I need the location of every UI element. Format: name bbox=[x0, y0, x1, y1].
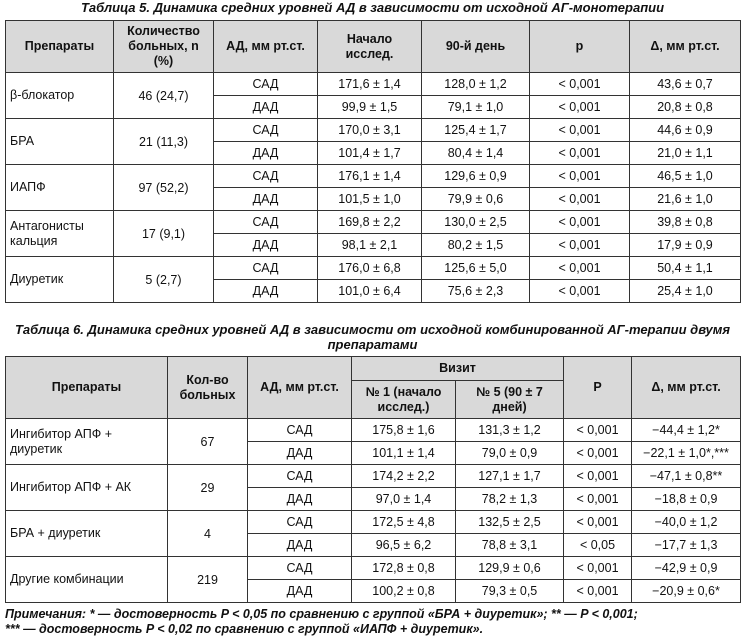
delta-value-cell: 46,5 ± 1,0 bbox=[630, 165, 741, 188]
table-row bbox=[6, 73, 741, 96]
visit5-value-cell: 78,8 ± 3,1 bbox=[456, 534, 564, 557]
table5-header-delta: Δ, мм рт.ст. bbox=[630, 21, 741, 73]
bp-type-cell: ДАД bbox=[214, 280, 318, 303]
delta-value-cell: 21,0 ± 1,1 bbox=[630, 142, 741, 165]
visit1-value-cell: 96,5 ± 6,2 bbox=[352, 534, 456, 557]
visit1-value-cell: 174,2 ± 2,2 bbox=[352, 465, 456, 488]
bp-type-cell: САД bbox=[248, 465, 352, 488]
p-value-cell: < 0,001 bbox=[530, 142, 630, 165]
table5-header-day90: 90-й день bbox=[422, 21, 530, 73]
drug-combo-cell: БРА + диуретик bbox=[6, 511, 168, 557]
table6-header-count: Кол-во больных bbox=[168, 357, 248, 419]
table-row bbox=[6, 419, 741, 442]
delta-value-cell: −44,4 ± 1,2* bbox=[632, 419, 741, 442]
patient-count-cell: 97 (52,2) bbox=[114, 165, 214, 211]
bp-type-cell: ДАД bbox=[248, 580, 352, 603]
start-value-cell: 176,1 ± 1,4 bbox=[318, 165, 422, 188]
bp-type-cell: ДАД bbox=[248, 442, 352, 465]
drug-name-cell: β-блокатор bbox=[6, 73, 114, 119]
day90-value-cell: 75,6 ± 2,3 bbox=[422, 280, 530, 303]
table6-header-p: P bbox=[564, 357, 632, 419]
visit1-value-cell: 172,8 ± 0,8 bbox=[352, 557, 456, 580]
table6 bbox=[5, 356, 741, 603]
table6-header-delta: Δ, мм рт.ст. bbox=[632, 357, 741, 419]
bp-type-cell: ДАД bbox=[214, 234, 318, 257]
day90-value-cell: 79,9 ± 0,6 bbox=[422, 188, 530, 211]
table5-header-p: p bbox=[530, 21, 630, 73]
patient-count-cell: 17 (9,1) bbox=[114, 211, 214, 257]
p-value-cell: < 0,001 bbox=[530, 280, 630, 303]
visit1-value-cell: 175,8 ± 1,6 bbox=[352, 419, 456, 442]
patient-count-cell: 219 bbox=[168, 557, 248, 603]
day90-value-cell: 79,1 ± 1,0 bbox=[422, 96, 530, 119]
drug-name-cell: Антагонисты кальция bbox=[6, 211, 114, 257]
day90-value-cell: 125,4 ± 1,7 bbox=[422, 119, 530, 142]
p-value-cell: < 0,001 bbox=[530, 73, 630, 96]
bp-type-cell: САД bbox=[214, 73, 318, 96]
visit5-value-cell: 127,1 ± 1,7 bbox=[456, 465, 564, 488]
p-value-cell: < 0,001 bbox=[564, 557, 632, 580]
table5-header-drug: Препараты bbox=[6, 21, 114, 73]
start-value-cell: 171,6 ± 1,4 bbox=[318, 73, 422, 96]
delta-value-cell: −47,1 ± 0,8** bbox=[632, 465, 741, 488]
notes bbox=[5, 607, 740, 637]
bp-type-cell: САД bbox=[214, 119, 318, 142]
day90-value-cell: 129,6 ± 0,9 bbox=[422, 165, 530, 188]
drug-name-cell: ИАПФ bbox=[6, 165, 114, 211]
delta-value-cell: −20,9 ± 0,6* bbox=[632, 580, 741, 603]
p-value-cell: < 0,001 bbox=[530, 188, 630, 211]
table6-header-row-1 bbox=[6, 357, 741, 381]
table5 bbox=[5, 20, 741, 303]
delta-value-cell: 20,8 ± 0,8 bbox=[630, 96, 741, 119]
start-value-cell: 98,1 ± 2,1 bbox=[318, 234, 422, 257]
p-value-cell: < 0,05 bbox=[564, 534, 632, 557]
bp-type-cell: САД bbox=[248, 557, 352, 580]
table5-header-start: Начало исслед. bbox=[318, 21, 422, 73]
bp-type-cell: ДАД bbox=[214, 142, 318, 165]
bp-type-cell: САД bbox=[214, 257, 318, 280]
bp-type-cell: САД bbox=[248, 419, 352, 442]
table6-header-drug: Препараты bbox=[6, 357, 168, 419]
delta-value-cell: 39,8 ± 0,8 bbox=[630, 211, 741, 234]
day90-value-cell: 128,0 ± 1,2 bbox=[422, 73, 530, 96]
p-value-cell: < 0,001 bbox=[530, 165, 630, 188]
p-value-cell: < 0,001 bbox=[564, 580, 632, 603]
delta-value-cell: 17,9 ± 0,9 bbox=[630, 234, 741, 257]
p-value-cell: < 0,001 bbox=[564, 488, 632, 511]
start-value-cell: 99,9 ± 1,5 bbox=[318, 96, 422, 119]
p-value-cell: < 0,001 bbox=[564, 442, 632, 465]
start-value-cell: 101,0 ± 6,4 bbox=[318, 280, 422, 303]
bp-type-cell: ДАД bbox=[248, 534, 352, 557]
delta-value-cell: −40,0 ± 1,2 bbox=[632, 511, 741, 534]
delta-value-cell: −18,8 ± 0,9 bbox=[632, 488, 741, 511]
day90-value-cell: 130,0 ± 2,5 bbox=[422, 211, 530, 234]
patient-count-cell: 46 (24,7) bbox=[114, 73, 214, 119]
start-value-cell: 170,0 ± 3,1 bbox=[318, 119, 422, 142]
note-line-2: *** — достоверность P < 0,02 по сравнению с группой «ИАПФ + диуретик». bbox=[5, 622, 484, 636]
note-line-1: Примечания: * — достоверность P < 0,05 по сравнению с группой «БРА + диуретик»; ** — P < 0,001; bbox=[5, 607, 638, 621]
table6-header-visit5: № 5 (90 ± 7 дней) bbox=[456, 381, 564, 419]
visit5-value-cell: 78,2 ± 1,3 bbox=[456, 488, 564, 511]
bp-type-cell: ДАД bbox=[214, 188, 318, 211]
visit5-value-cell: 79,3 ± 0,5 bbox=[456, 580, 564, 603]
delta-value-cell: 25,4 ± 1,0 bbox=[630, 280, 741, 303]
table5-header-row bbox=[6, 21, 741, 73]
bp-type-cell: САД bbox=[214, 165, 318, 188]
table-row bbox=[6, 119, 741, 142]
table6-header-ad: АД, мм рт.ст. bbox=[248, 357, 352, 419]
p-value-cell: < 0,001 bbox=[530, 211, 630, 234]
visit5-value-cell: 129,9 ± 0,6 bbox=[456, 557, 564, 580]
delta-value-cell: −42,9 ± 0,9 bbox=[632, 557, 741, 580]
table-row bbox=[6, 165, 741, 188]
visit1-value-cell: 172,5 ± 4,8 bbox=[352, 511, 456, 534]
start-value-cell: 169,8 ± 2,2 bbox=[318, 211, 422, 234]
table-row bbox=[6, 557, 741, 580]
table6-title: Таблица 6. Динамика средних уровней АД в зависимости от исходной комбинированной АГ-терапии двумя препаратами bbox=[14, 322, 731, 352]
drug-name-cell: Диуретик bbox=[6, 257, 114, 303]
p-value-cell: < 0,001 bbox=[530, 257, 630, 280]
table-row bbox=[6, 465, 741, 488]
p-value-cell: < 0,001 bbox=[530, 96, 630, 119]
visit1-value-cell: 100,2 ± 0,8 bbox=[352, 580, 456, 603]
table6-header-visit: Визит bbox=[352, 357, 564, 381]
delta-value-cell: 21,6 ± 1,0 bbox=[630, 188, 741, 211]
p-value-cell: < 0,001 bbox=[564, 511, 632, 534]
patient-count-cell: 4 bbox=[168, 511, 248, 557]
visit1-value-cell: 97,0 ± 1,4 bbox=[352, 488, 456, 511]
table-row bbox=[6, 211, 741, 234]
patient-count-cell: 29 bbox=[168, 465, 248, 511]
day90-value-cell: 125,6 ± 5,0 bbox=[422, 257, 530, 280]
delta-value-cell: −17,7 ± 1,3 bbox=[632, 534, 741, 557]
table6-header-visit1: № 1 (начало исслед.) bbox=[352, 381, 456, 419]
table5-header-count: Количество больных, n (%) bbox=[114, 21, 214, 73]
p-value-cell: < 0,001 bbox=[530, 119, 630, 142]
table5-title: Таблица 5. Динамика средних уровней АД в зависимости от исходной АГ-монотерапии bbox=[80, 0, 665, 15]
delta-value-cell: 43,6 ± 0,7 bbox=[630, 73, 741, 96]
drug-combo-cell: Ингибитор АПФ + АК bbox=[6, 465, 168, 511]
bp-type-cell: САД bbox=[214, 211, 318, 234]
patient-count-cell: 5 (2,7) bbox=[114, 257, 214, 303]
start-value-cell: 101,5 ± 1,0 bbox=[318, 188, 422, 211]
table-row bbox=[6, 257, 741, 280]
bp-type-cell: ДАД bbox=[248, 488, 352, 511]
p-value-cell: < 0,001 bbox=[564, 465, 632, 488]
p-value-cell: < 0,001 bbox=[564, 419, 632, 442]
day90-value-cell: 80,4 ± 1,4 bbox=[422, 142, 530, 165]
start-value-cell: 176,0 ± 6,8 bbox=[318, 257, 422, 280]
bp-type-cell: САД bbox=[248, 511, 352, 534]
drug-combo-cell: Ингибитор АПФ + диуретик bbox=[6, 419, 168, 465]
patient-count-cell: 67 bbox=[168, 419, 248, 465]
delta-value-cell: 50,4 ± 1,1 bbox=[630, 257, 741, 280]
visit5-value-cell: 132,5 ± 2,5 bbox=[456, 511, 564, 534]
start-value-cell: 101,4 ± 1,7 bbox=[318, 142, 422, 165]
p-value-cell: < 0,001 bbox=[530, 234, 630, 257]
visit1-value-cell: 101,1 ± 1,4 bbox=[352, 442, 456, 465]
table-row bbox=[6, 511, 741, 534]
visit5-value-cell: 131,3 ± 1,2 bbox=[456, 419, 564, 442]
table5-header-ad: АД, мм рт.ст. bbox=[214, 21, 318, 73]
drug-combo-cell: Другие комбинации bbox=[6, 557, 168, 603]
day90-value-cell: 80,2 ± 1,5 bbox=[422, 234, 530, 257]
delta-value-cell: −22,1 ± 1,0*,*** bbox=[632, 442, 741, 465]
bp-type-cell: ДАД bbox=[214, 96, 318, 119]
patient-count-cell: 21 (11,3) bbox=[114, 119, 214, 165]
drug-name-cell: БРА bbox=[6, 119, 114, 165]
visit5-value-cell: 79,0 ± 0,9 bbox=[456, 442, 564, 465]
delta-value-cell: 44,6 ± 0,9 bbox=[630, 119, 741, 142]
